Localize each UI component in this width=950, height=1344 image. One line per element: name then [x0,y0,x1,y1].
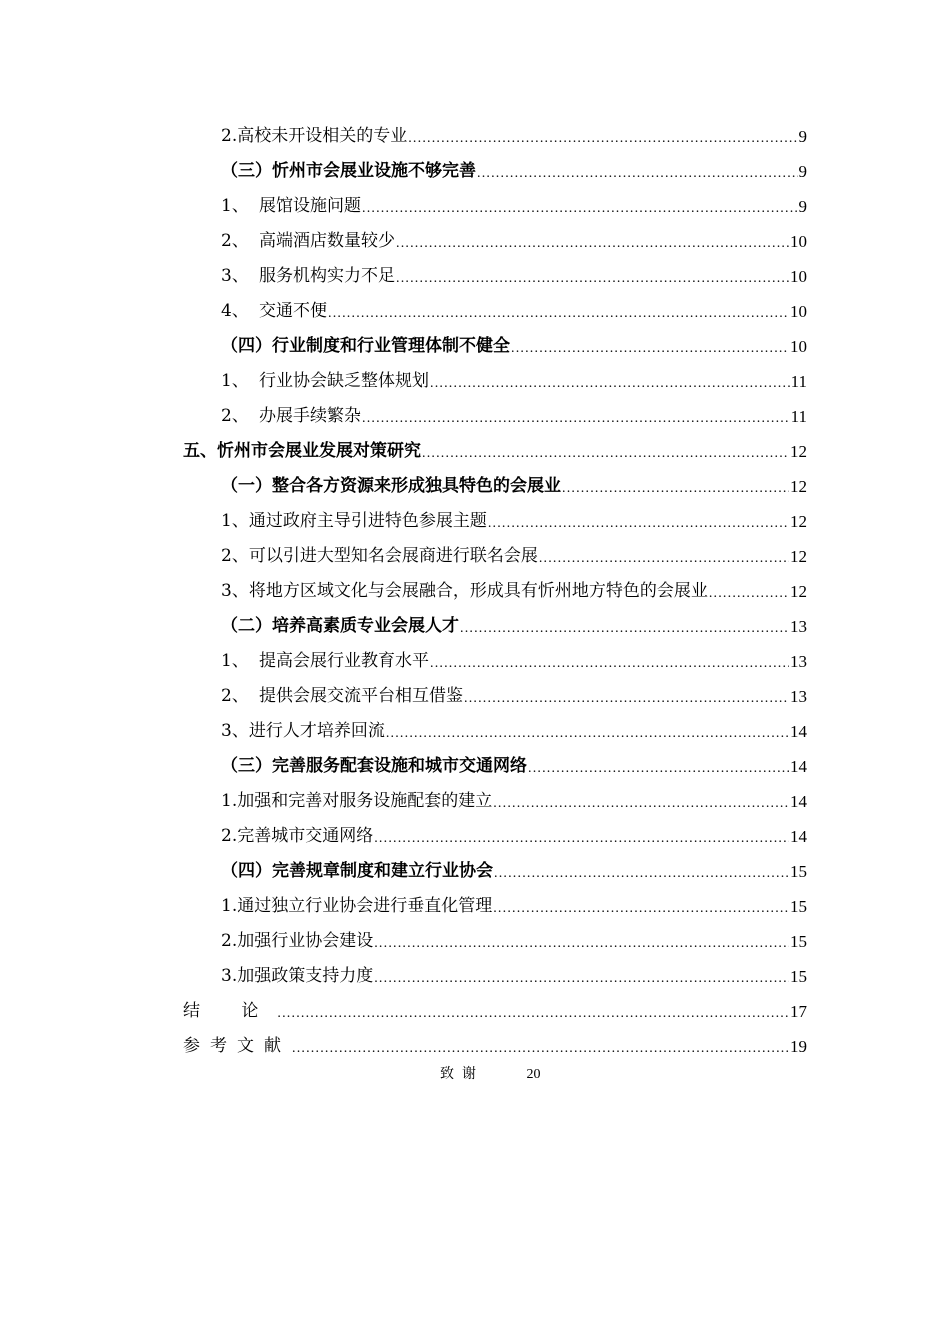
toc-entry[interactable] [183,574,807,609]
toc-entry-text: 1.通过独立行业协会进行垂直化管理 [221,896,493,916]
toc-entry-text: （二）培养高素质专业会展人才 [221,616,459,636]
toc-entry[interactable] [183,504,807,539]
toc-entry-number: 1、 [221,371,249,391]
toc-entry-title [221,784,492,819]
toc-entry-text: 办展手续繁杂 [259,406,361,426]
toc-leader-dots [493,894,789,924]
toc-entry-text: 3.加强政策支持力度 [221,966,374,986]
toc-leader-dots [477,159,798,189]
toc-leader-dots [292,1034,789,1064]
toc-entry-number: 2、 [221,686,249,706]
toc-entry-page: 14 [790,722,807,741]
toc-entry-page: 10 [790,267,807,286]
toc-entry[interactable] [183,1029,807,1064]
toc-entry-text: 1、通过政府主导引进特色参展主题 [221,511,487,531]
toc-entry[interactable] [183,854,807,889]
toc-entry-number: 4、 [221,301,249,321]
toc-entry-number: 2、 [221,406,249,426]
toc-entry[interactable] [183,539,807,574]
toc-entry-title [221,819,373,854]
toc-entry[interactable] [183,294,807,329]
toc-leader-dots [460,614,789,644]
toc-entry[interactable] [183,259,807,294]
toc-entry-page: 14 [790,792,807,811]
toc-entry[interactable] [183,994,807,1029]
toc-leader-dots [562,474,789,504]
toc-entry-title [221,469,561,504]
toc-entry-page: 12 [790,547,807,566]
toc-entry[interactable] [183,819,807,854]
toc-entry-page: 12 [790,512,807,531]
toc-entry[interactable] [183,749,807,784]
toc-entry-page: 9 [798,127,807,146]
toc-entry-page: 15 [790,862,807,881]
toc-leader-dots [539,544,789,574]
toc-entry-text: 2.完善城市交通网络 [221,826,374,846]
toc-entry-text: （四）完善规章制度和建立行业协会 [221,861,493,881]
toc-leader-dots [362,404,790,434]
toc-leader-dots [493,789,789,819]
toc-entry-text: 2.高校未开设相关的专业 [221,126,408,146]
toc-entry-text: 参考文献 [183,1036,291,1056]
toc-entry-page: 10 [790,337,807,356]
toc-entry-text: 1.加强和完善对服务设施配套的建立 [221,791,493,811]
toc-entry-title [221,224,395,259]
toc-entry-text: 2、可以引进大型知名会展商进行联名会展 [221,546,538,566]
toc-entry-title [221,714,385,749]
toc-entry[interactable] [183,924,807,959]
toc-leader-dots [374,929,789,959]
toc-leader-dots [396,264,789,294]
toc-entry-text: （四）行业制度和行业管理体制不健全 [221,336,510,356]
toc-entry-text: （一）整合各方资源来形成独具特色的会展业 [221,476,561,496]
toc-entry-title [221,154,476,189]
toc-entry-title [221,889,492,924]
toc-leader-dots [464,684,789,714]
toc-entry-page: 14 [790,757,807,776]
toc-entry-page: 9 [798,197,807,216]
toc-entry-text: 五、忻州市会展业发展对策研究 [183,441,421,461]
toc-entry-title [183,434,421,469]
toc-entry-text: 提高会展行业教育水平 [259,651,429,671]
toc-entry-page: 20 [526,1067,541,1082]
toc-entry[interactable] [183,784,807,819]
toc-entry[interactable] [183,889,807,924]
toc-entry[interactable] [183,189,807,224]
toc-leader-dots [488,509,789,539]
toc-leader-dots [362,194,798,224]
toc-entry[interactable] [183,644,807,679]
toc-leader-dots [408,124,797,154]
toc-entry-page: 10 [790,232,807,251]
toc-leader-dots [277,999,789,1029]
toc-entry-text: 展馆设施问题 [259,196,361,216]
toc-leader-dots [386,719,789,749]
toc-entry-text: 3、进行人才培养回流 [221,721,385,741]
toc-entry-title: 致谢 [440,1066,484,1082]
toc-entry[interactable] [183,364,807,399]
toc-leader-dots [422,439,789,469]
toc-entry-page: 15 [790,897,807,916]
toc-entry[interactable] [183,959,807,994]
toc-entry[interactable] [183,714,807,749]
toc-entry-text: 提供会展交流平台相互借鉴 [259,686,463,706]
toc-leader-dots [430,369,790,399]
toc-entry-page: 13 [790,617,807,636]
toc-entry-text: 交通不便 [259,301,327,321]
toc-entry-page: 17 [790,1002,807,1021]
toc-entry-text: （三）完善服务配套设施和城市交通网络 [221,756,527,776]
toc-entry-page: 13 [790,687,807,706]
toc-leader-dots [511,334,789,364]
toc-entry-page: 12 [790,582,807,601]
toc-entry-text: 服务机构实力不足 [259,266,395,286]
toc-entry-title [221,539,538,574]
toc-entry[interactable] [183,119,807,154]
toc-entry-page: 15 [790,967,807,986]
toc-entry-title [221,924,373,959]
toc-entry-number: 1、 [221,196,249,216]
toc-entry-text: 3、将地方区域文化与会展融合，形成具有忻州地方特色的会展业 [221,581,708,601]
toc-leader-dots [328,299,789,329]
toc-entry[interactable] [183,224,807,259]
toc-entry-page: 10 [790,302,807,321]
toc-entry-title [221,399,361,434]
toc-entry[interactable] [183,329,807,364]
toc-entry-title [221,574,708,609]
toc-entry-title [221,854,493,889]
toc-entry-title [221,609,459,644]
toc-entry-title [183,994,276,1029]
toc-entry-page: 15 [790,932,807,951]
toc-leader-dots [528,754,789,784]
toc-entry-text: （三）忻州市会展业设施不够完善 [221,161,476,181]
toc-entry-title [183,1029,291,1064]
toc-entry-title [221,504,487,539]
toc-entry[interactable] [183,609,807,644]
toc-entry-title [221,294,327,329]
toc-entry-page: 12 [790,477,807,496]
toc-entry-title [221,189,361,224]
toc-entry-title [221,259,395,294]
toc-leader-dots [430,649,789,679]
toc-entry-title [221,749,527,784]
toc-entry-page: 11 [790,407,807,426]
toc-entry-text: 结 论 [183,1001,277,1021]
toc-entry-title [221,679,463,714]
toc-leader-dots [494,859,789,889]
toc-entry[interactable] [183,469,807,504]
toc-entry-acknowledgements[interactable] [440,1064,540,1085]
toc-entry-text: 高端酒店数量较少 [259,231,395,251]
toc-entry-page: 12 [790,442,807,461]
toc-entry[interactable] [183,154,807,189]
toc-entry[interactable] [183,679,807,714]
toc-leader-dots [396,229,789,259]
toc-entry-page: 13 [790,652,807,671]
toc-leader-dots [709,579,789,609]
toc-entry-number: 1、 [221,651,249,671]
toc-entry-number: 3、 [221,266,249,286]
toc-entry-title [221,644,429,679]
toc-entry-page: 11 [790,372,807,391]
toc-entry-page: 14 [790,827,807,846]
toc-entry[interactable] [183,434,807,469]
toc-leader-dots [374,824,789,854]
toc-entry-page: 19 [790,1037,807,1056]
toc-entry-title [221,364,429,399]
toc-entry-text: 2.加强行业协会建设 [221,931,374,951]
table-of-contents [183,119,807,1064]
toc-entry[interactable] [183,399,807,434]
toc-entry-title [221,119,407,154]
toc-entry-text: 行业协会缺乏整体规划 [259,371,429,391]
toc-entry-title [221,329,510,364]
toc-entry-title [221,959,373,994]
toc-entry-page: 9 [798,162,807,181]
toc-entry-number: 2、 [221,231,249,251]
toc-leader-dots [374,964,789,994]
